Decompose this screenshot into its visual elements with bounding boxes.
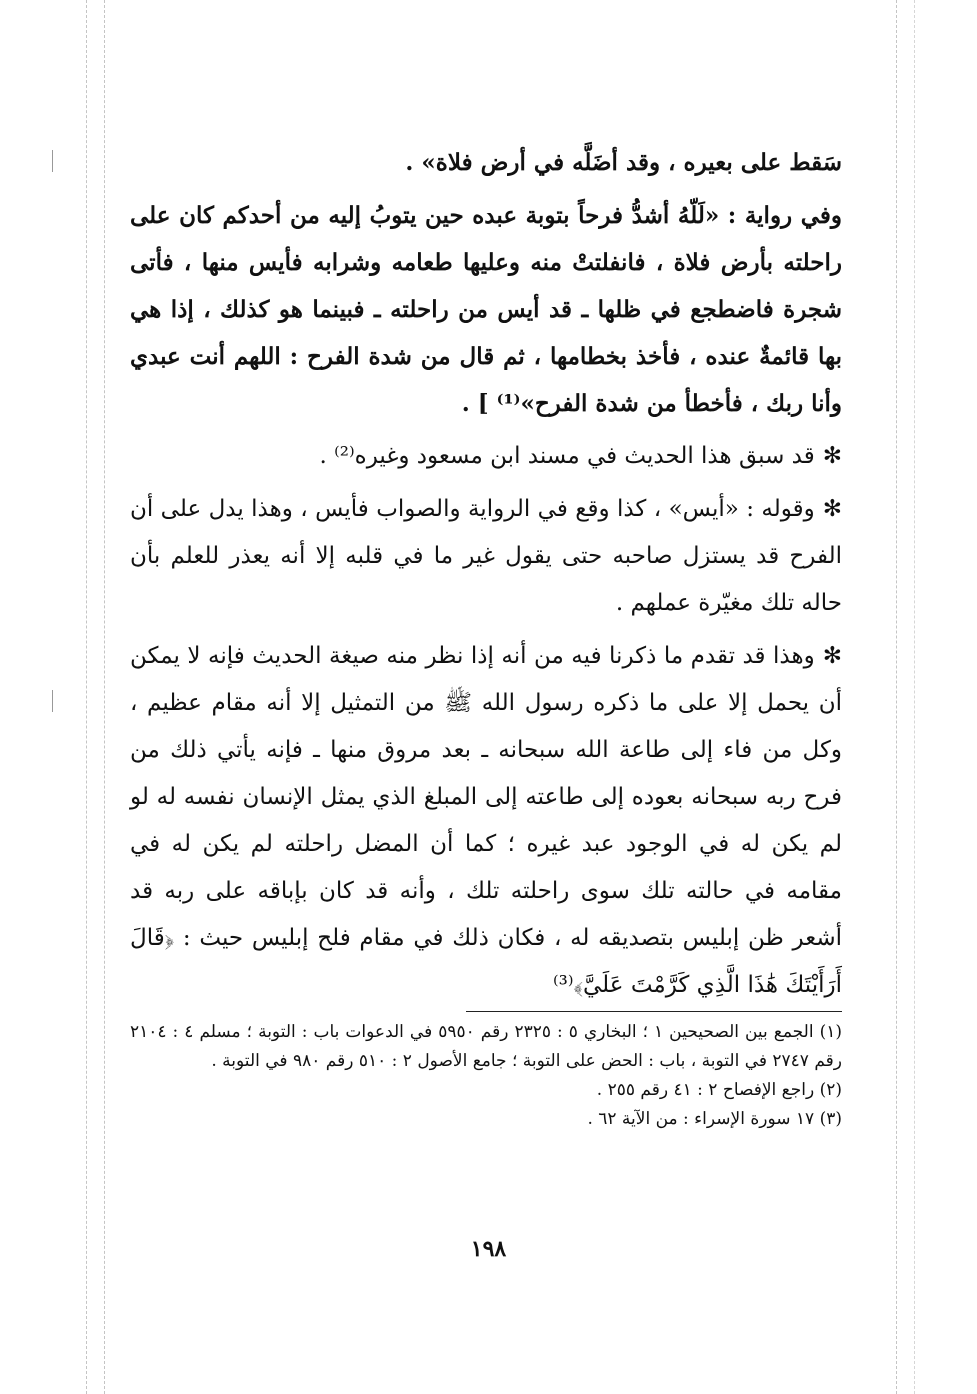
paragraph-text: سَقط على بعيره ، وقد أضَلَّه في أرض فلاة» . (405, 149, 842, 176)
paragraph (130, 192, 842, 427)
paragraph-text: وفي رواية : «لَلّهُ أشدُّ فرحاً بتوبة عبده حين يتوبُ إليه من أحدكم كان على راحلته بأرض فلاة ، فانفلتتْ منه وعليها طعامه وشرابه فأيس منها ، فأتى شجرة فاضطجع في ظلها ـ قد أيس من راحلته ـ فبينما هو كذلك ، إذا هي بها قائمةٌ عنده ، فأخذ بخطامها ، ثم قال من شدة الفرح : اللهم أنت عبدي وأنا ربك ، فأخطأ من شدة الفرح»⁽¹⁾ ] . (130, 202, 842, 417)
asterisk-icon: ✻ (822, 643, 842, 669)
margin-guide-right-inner (896, 0, 897, 1394)
asterisk-icon: ✻ (822, 496, 842, 522)
asterisk-icon: ✻ (822, 443, 842, 469)
page-number: ١٩٨ (470, 1236, 507, 1262)
paragraph (130, 486, 842, 627)
margin-guide-left-inner (104, 0, 105, 1394)
footnote: (٣) ١٧ سورة الإسراء : من الآية ٦٢ . (587, 1109, 842, 1129)
paragraph (130, 140, 842, 186)
body-text (130, 140, 842, 1015)
paragraph-text: وقوله : «أيس» ، كذا وقع في الرواية والصواب فأيس ، وهذا يدل على أن الفرح قد يستزل صاحبه حتى يقول غير ما في قلبه إلا أنه يعذر للعلم بأن حاله تلك مغيّرة عملهم . (130, 496, 842, 616)
footnote-divider (466, 1011, 842, 1012)
scan-mark (52, 150, 53, 172)
paragraph (130, 433, 842, 480)
paragraph-text: قد سبق هذا الحديث في مسند ابن مسعود وغيره⁽²⁾ . (319, 443, 815, 469)
scan-mark (52, 690, 53, 712)
margin-guide-left-outer (86, 0, 87, 1394)
footnote: (٢) راجع الإفصاح ٢ : ٤١ رقم ٢٥٥ . (596, 1080, 842, 1100)
paragraph-text: وهذا قد تقدم ما ذكرنا فيه من أنه إذا نظر منه صيغة الحديث فإنه لا يمكن أن يحمل إلا على ما ذكره رسول الله ﷺ من التمثيل إلا أنه مقام عظيم ، وكل من فاء إلى طاعة الله سبحانه ـ بعد مروق منها ـ فإنه يأتي ذلك من فرح ربه سبحانه بعوده إلى طاعته إلى المبلغ الذي يمثل الإنسان نفسه له لو لم يكن له في الوجود عبد غيره ؛ كما أن المضل راحلته لم يكن له في مقامه في حالته تلك سوى راحلته تلك ، وأنه قد كان بإباقه على ربه قد أشعر ظن إبليس بتصديقه له ، فكان ذلك في مقام فلح إبليس حيث : ﴿قَالَ أَرَأَيْتَكَ هَٰذَا الَّذِي كَرَّمْتَ عَلَيَّ﴾⁽³⁾ (130, 643, 843, 998)
footnotes (130, 1018, 842, 1134)
margin-guide-right-outer (914, 0, 915, 1394)
paragraph (130, 633, 842, 1009)
footnote: (١) الجمع بين الصحيحين ١ ؛ البخاري ٥ : ٢٣٢٥ رقم ٥٩٥٠ في الدعوات باب : التوبة ؛ مسلم ٤ : ٢١٠٤ رقم ٢٧٤٧ في التوبة ، باب : الحض على التوبة ؛ جامع الأصول ٢ : ٥١٠ رقم ٩٨٠ في التوبة . (130, 1022, 842, 1071)
